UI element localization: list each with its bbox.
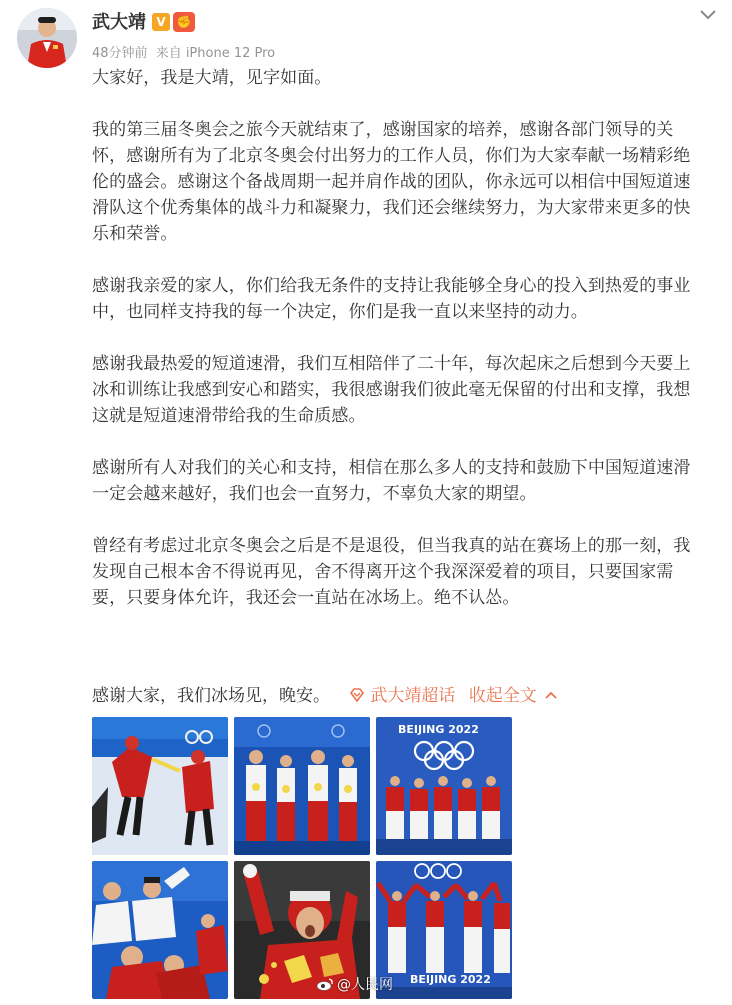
post-time[interactable]: 48分钟前 bbox=[92, 46, 148, 61]
photo-team-raised-arms-image bbox=[376, 861, 512, 999]
verified-v-icon: V bbox=[152, 13, 170, 31]
paragraph-olympics-thanks: 我的第三届冬奥会之旅今天就结束了，感谢国家的培养，感谢各部门领导的关 怀，感谢所有为了北京冬奥会付出努力的工作人员，你们为大家奉献一场精彩绝 伦的盛会。感谢这个备战周期一起并肩作战的团队，你永远可以相信中国短道速 滑队这个优秀集体的战斗力和凝聚力，我们还会继续努力，为大家带来更多的快 乐和荣誉。 bbox=[92, 120, 691, 244]
chevron-up-icon bbox=[545, 690, 557, 700]
paragraph-family-thanks: 感谢我亲爱的家人，你们给我无条件的支持让我能够全身心的投入到热爱的事业 中，也同样支持我的每一个决定，你们是我一直以来坚持的动力。 bbox=[92, 276, 691, 322]
photo-celebration-hug[interactable] bbox=[92, 861, 228, 999]
photo-medal-ceremony-image bbox=[376, 717, 512, 855]
avatar-image bbox=[17, 8, 77, 68]
post-body bbox=[92, 65, 712, 637]
paragraph-supporters: 感谢所有人对我们的关心和支持，相信在那么多人的支持和鼓励下中国短道速滑 一定会越来越好，我们也会一直努力，不辜负大家的期望。 bbox=[92, 458, 691, 504]
paragraph-greeting: 大家好，我是大靖，见字如面。 bbox=[92, 68, 332, 88]
photo-relay-skaters[interactable] bbox=[92, 717, 228, 855]
photo-team-podium-image bbox=[234, 717, 370, 855]
beijing-2022-text-2: BEIJING 2022 bbox=[410, 973, 491, 986]
supertopic-link[interactable] bbox=[349, 686, 460, 706]
watermark-text: @人民网 bbox=[337, 977, 393, 993]
post-meta bbox=[92, 45, 279, 63]
supertopic-label: 武大靖超话 bbox=[370, 686, 456, 706]
beijing-2022-text: BEIJING 2022 bbox=[398, 723, 479, 736]
paragraph-short-track: 感谢我最热爱的短道速滑，我们互相陪伴了二十年，每次起床之后想到今天要上 冰和训练让我感到安心和踏实，我很感谢我们彼此毫无保留的付出和支撑，我想 这就是短道速滑带给我的生命质感。 bbox=[92, 354, 691, 426]
author-name[interactable]: 武大靖 bbox=[92, 12, 146, 33]
closing-line bbox=[92, 683, 557, 709]
post-source: 来自 iPhone 12 Pro bbox=[155, 46, 276, 61]
fist-honor-badge-icon[interactable]: ✊ bbox=[173, 12, 195, 32]
photo-relay-skaters-image bbox=[92, 717, 228, 855]
photo-medal-ceremony[interactable] bbox=[376, 717, 512, 855]
paragraph-retirement: 曾经有考虑过北京冬奥会之后是不是退役，但当我真的站在赛场上的那一刻，我 发现自己根本舍不得说再见，舍不得离开这个我深深爱着的项目，只要国家需 要，只要身体允许，我还会一直站在冰场上。绝不认怂。 bbox=[92, 536, 691, 608]
collapse-full-text-link[interactable] bbox=[469, 686, 557, 706]
collapse-label: 收起全文 bbox=[468, 686, 537, 706]
photo-team-podium[interactable] bbox=[234, 717, 370, 855]
author-avatar[interactable] bbox=[17, 8, 77, 68]
photo-team-raised-arms[interactable] bbox=[376, 861, 512, 999]
photo-celebration-hug-image bbox=[92, 861, 228, 999]
closing-text: 感谢大家，我们冰场见，晚安。 bbox=[92, 686, 330, 706]
weibo-logo-icon bbox=[316, 977, 334, 991]
chevron-down-icon[interactable] bbox=[697, 6, 719, 24]
diamond-topic-icon bbox=[349, 688, 365, 702]
watermark bbox=[316, 976, 393, 994]
photo-grid bbox=[92, 717, 512, 999]
